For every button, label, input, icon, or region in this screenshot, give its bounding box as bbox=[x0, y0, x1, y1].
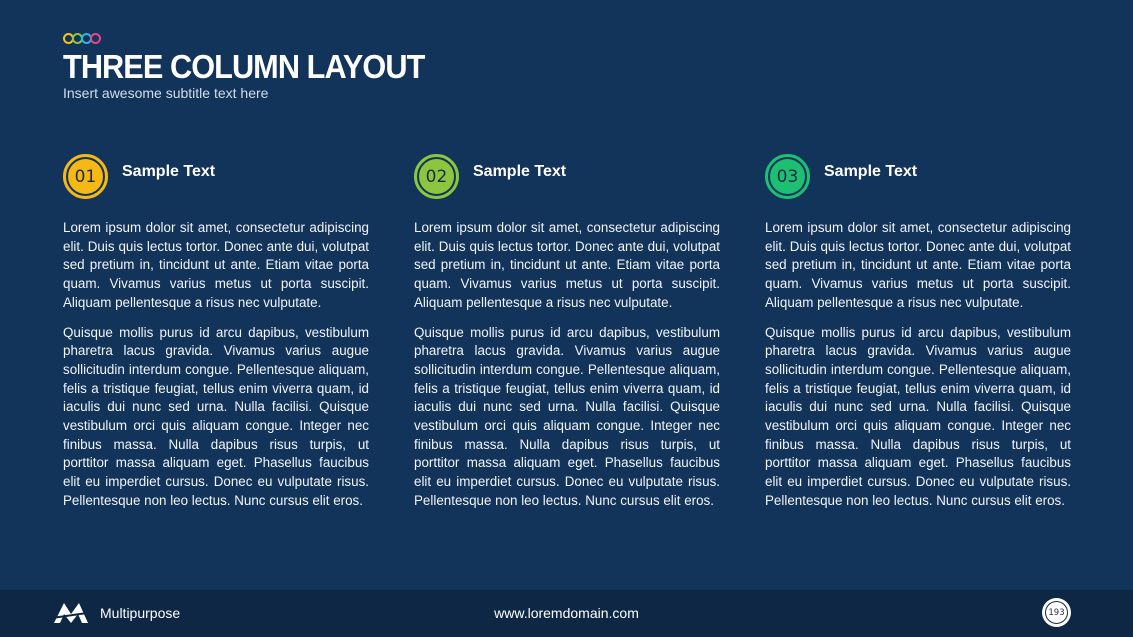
column-title: Sample Text bbox=[122, 163, 216, 180]
column-3 bbox=[765, 154, 1071, 511]
column-title: Sample Text bbox=[824, 163, 918, 180]
column-paragraph-1: Lorem ipsum dolor sit amet, consectetur adipiscing elit. Duis quis lectus tortor. Donec ante dui, volutpat sed pretium in, tincidunt ut ante. Etiam vitae porta quam. Vivamus varius metus ut porta suscipit. Aliquam pellentesque a risus nec vulputate. bbox=[63, 220, 369, 310]
number-badge bbox=[765, 154, 810, 199]
badge-number: 01 bbox=[68, 159, 103, 194]
badge-number: 03 bbox=[770, 159, 805, 194]
brand-name: Multipurpose bbox=[100, 605, 181, 621]
ring-icon bbox=[90, 33, 101, 44]
page-number-badge bbox=[1042, 598, 1071, 627]
page-title: THREE COLUMN LAYOUT bbox=[63, 48, 425, 85]
column-paragraph-1: Lorem ipsum dolor sit amet, consectetur adipiscing elit. Duis quis lectus tortor. Donec ante dui, volutpat sed pretium in, tincidunt ut ante. Etiam vitae porta quam. Vivamus varius metus ut porta suscipit. Aliquam pellentesque a risus nec vulputate. bbox=[414, 220, 720, 310]
column-paragraph-2: Quisque mollis purus id arcu dapibus, vestibulum pharetra lacus gravida. Vivamus varius augue sollicitudin interdum congue. Pellentesque aliquam, felis a tristique feugiat, tellus enim viverra quam, id iaculis dui nunc sed urna. Nulla facilisi. Quisque vestibulum orci quis aliquam congue. Integer nec finibus massa. Nulla dapibus risus turpis, ut porttitor massa aliquam eget. Phasellus faucibus elit eu imperdiet cursus. Donec eu vulputate risus. Pellentesque non leo lectus. Nunc cursus elit eros. bbox=[765, 324, 1071, 508]
column-paragraph-2: Quisque mollis purus id arcu dapibus, vestibulum pharetra lacus gravida. Vivamus varius augue sollicitudin interdum congue. Pellentesque aliquam, felis a tristique feugiat, tellus enim viverra quam, id iaculis dui nunc sed urna. Nulla facilisi. Quisque vestibulum orci quis aliquam congue. Integer nec finibus massa. Nulla dapibus risus turpis, ut porttitor massa aliquam eget. Phasellus faucibus elit eu imperdiet cursus. Donec eu vulputate risus. Pellentesque non leo lectus. Nunc cursus elit eros. bbox=[414, 324, 720, 508]
website-url: www.loremdomain.com bbox=[494, 605, 639, 621]
column-2 bbox=[414, 154, 720, 511]
column-paragraph-1: Lorem ipsum dolor sit amet, consectetur adipiscing elit. Duis quis lectus tortor. Donec ante dui, volutpat sed pretium in, tincidunt ut ante. Etiam vitae porta quam. Vivamus varius metus ut porta suscipit. Aliquam pellentesque a risus nec vulputate. bbox=[765, 220, 1071, 310]
decorative-rings-icon bbox=[63, 33, 99, 44]
column-header bbox=[63, 154, 369, 199]
badge-number: 02 bbox=[419, 159, 454, 194]
number-badge bbox=[414, 154, 459, 199]
column-header bbox=[765, 154, 1071, 199]
column-paragraph-2: Quisque mollis purus id arcu dapibus, vestibulum pharetra lacus gravida. Vivamus varius augue sollicitudin interdum congue. Pellentesque aliquam, felis a tristique feugiat, tellus enim viverra quam, id iaculis dui nunc sed urna. Nulla facilisi. Quisque vestibulum orci quis aliquam congue. Integer nec finibus massa. Nulla dapibus risus turpis, ut porttitor massa aliquam eget. Phasellus faucibus elit eu imperdiet cursus. Donec eu vulputate risus. Pellentesque non leo lectus. Nunc cursus elit eros. bbox=[63, 324, 369, 508]
column-title: Sample Text bbox=[473, 163, 567, 180]
column-1 bbox=[63, 154, 369, 511]
page-subtitle: Insert awesome subtitle text here bbox=[63, 85, 269, 101]
number-badge bbox=[63, 154, 108, 199]
column-header bbox=[414, 154, 720, 199]
page-number: 193 bbox=[1045, 601, 1068, 624]
footer bbox=[0, 590, 1133, 637]
